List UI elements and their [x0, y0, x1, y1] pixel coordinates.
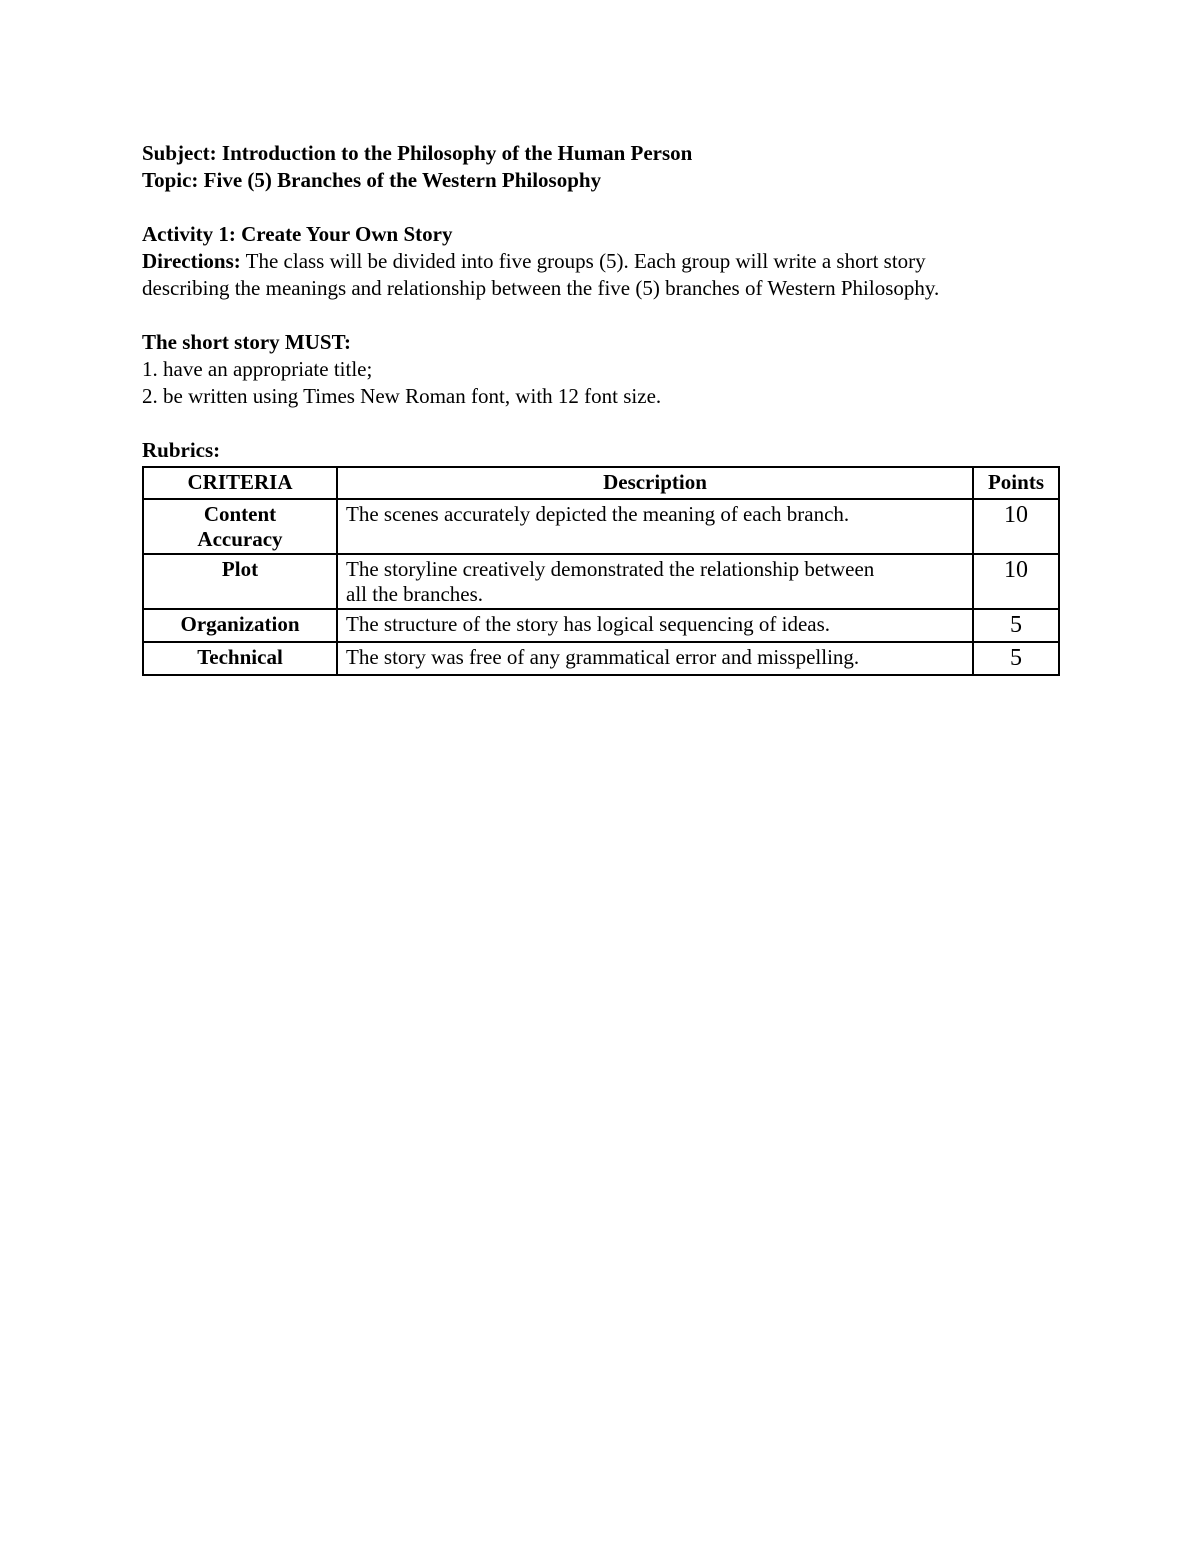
description-cell [337, 554, 973, 609]
description-text: The scenes accurately depicted the meaning of each branch. [346, 502, 850, 526]
criteria-cell [143, 499, 337, 554]
points-cell: 5 [973, 642, 1059, 675]
points-cell: 5 [973, 609, 1059, 642]
criteria-cell: Technical [143, 642, 337, 675]
directions-line-1 [142, 248, 1060, 275]
column-header-criteria: CRITERIA [143, 467, 337, 499]
table-row [143, 499, 1059, 554]
criteria-cell [143, 554, 337, 609]
column-header-description: Description [337, 467, 973, 499]
table-row [143, 642, 1059, 675]
directions-text-1: The class will be divided into five groups (5). Each group will write a short story [240, 249, 926, 273]
description-cell: The story was free of any grammatical error and misspelling. [337, 642, 973, 675]
description-cell: The structure of the story has logical sequencing of ideas. [337, 609, 973, 642]
subject-line: Subject: Introduction to the Philosophy of the Human Person [142, 141, 693, 165]
criteria-text: Accuracy [197, 527, 283, 551]
rubric-table [142, 466, 1060, 676]
points-cell: 10 [973, 499, 1059, 554]
criteria-text: Content [203, 502, 277, 526]
description-text: all the branches. [346, 582, 484, 606]
description-cell [337, 499, 973, 554]
criteria-text: Plot [221, 557, 259, 581]
rubrics-heading: Rubrics: [142, 438, 221, 462]
column-header-points: Points [973, 467, 1059, 499]
spacer [142, 410, 1060, 437]
requirement-item-1: 1. have an appropriate title; [142, 357, 373, 381]
directions-label: Directions: [142, 249, 241, 273]
points-cell: 10 [973, 554, 1059, 609]
table-row [143, 554, 1059, 609]
criteria-cell: Organization [143, 609, 337, 642]
spacer [142, 302, 1060, 329]
activity-title: Activity 1: Create Your Own Story [142, 222, 453, 246]
requirement-item-2: 2. be written using Times New Roman font, with 12 font size. [142, 384, 662, 408]
directions-line-2: describing the meanings and relationship between the five (5) branches of Western Philosophy. [142, 276, 940, 300]
document-body [142, 140, 1060, 464]
table-header-row [143, 467, 1059, 499]
topic-line: Topic: Five (5) Branches of the Western Philosophy [142, 168, 602, 192]
description-text: The storyline creatively demonstrated the relationship between [346, 557, 875, 581]
spacer [142, 194, 1060, 221]
table-row [143, 609, 1059, 642]
requirements-heading: The short story MUST: [142, 330, 352, 354]
